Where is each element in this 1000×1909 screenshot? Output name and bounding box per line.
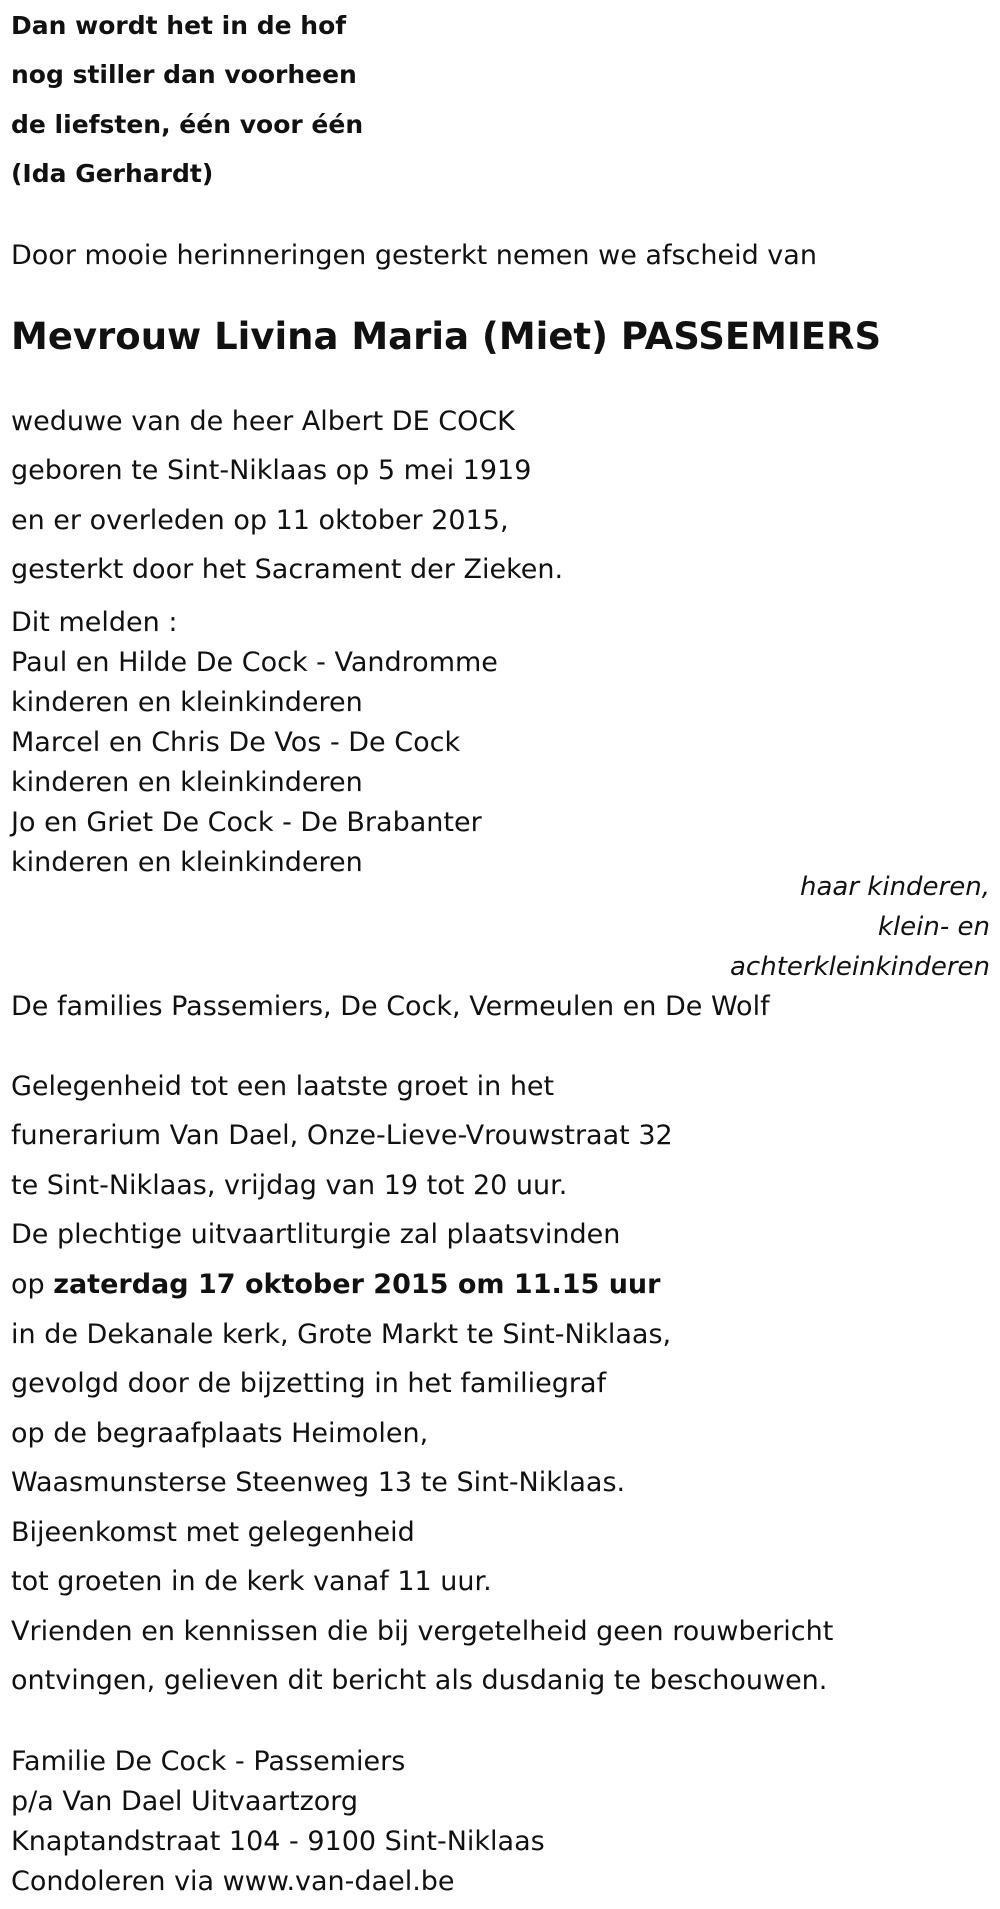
contact-line: Condoleren via www.van-dael.be bbox=[11, 1866, 455, 1897]
announcer-line: Paul en Hilde De Cock - Vandromme bbox=[11, 647, 498, 678]
poem-line: nog stiller dan voorheen bbox=[11, 60, 357, 89]
announcer-line: kinderen en kleinkinderen bbox=[11, 687, 363, 718]
grandchildren-line: achterkleinkinderen bbox=[730, 952, 990, 982]
ceremony-date-prefix: op bbox=[11, 1269, 54, 1300]
poem-line: Dan wordt het in de hof bbox=[11, 11, 347, 40]
ceremony-line: funerarium Van Dael, Onze-Lieve-Vrouwstraat 32 bbox=[11, 1120, 673, 1151]
ceremony-line: Waasmunsterse Steenweg 13 te Sint-Niklaas. bbox=[11, 1467, 626, 1498]
contact-line: Knaptandstraat 104 - 9100 Sint-Niklaas bbox=[11, 1826, 545, 1857]
poem-line: de liefsten, één voor één bbox=[11, 110, 364, 139]
ceremony-line: Bijeenkomst met gelegenheid bbox=[11, 1517, 415, 1548]
ceremony-date-line bbox=[11, 1265, 660, 1305]
announcer-line: kinderen en kleinkinderen bbox=[11, 847, 363, 878]
families-line: De families Passemiers, De Cock, Vermeulen en De Wolf bbox=[11, 991, 770, 1022]
ceremony-date: zaterdag 17 oktober 2015 om 11.15 uur bbox=[53, 1269, 661, 1300]
detail-line: gesterkt door het Sacrament der Zieken. bbox=[11, 554, 564, 585]
ceremony-line: gevolgd door de bijzetting in het familiegraf bbox=[11, 1368, 607, 1399]
ceremony-line: te Sint-Niklaas, vrijdag van 19 tot 20 uur. bbox=[11, 1170, 568, 1201]
announcer-line: Marcel en Chris De Vos - De Cock bbox=[11, 727, 461, 758]
grandchildren-line: klein- en bbox=[877, 912, 990, 942]
announcers-heading: Dit melden : bbox=[11, 607, 178, 638]
deceased-name: Mevrouw Livina Maria (Miet) PASSEMIERS bbox=[11, 315, 882, 358]
announcer-line: kinderen en kleinkinderen bbox=[11, 767, 363, 798]
grandchildren-line: haar kinderen, bbox=[800, 872, 990, 902]
ceremony-line: Vrienden en kennissen die bij vergetelheid geen rouwbericht bbox=[11, 1616, 834, 1647]
detail-line: geboren te Sint-Niklaas op 5 mei 1919 bbox=[11, 455, 532, 486]
ceremony-line: Gelegenheid tot een laatste groet in het bbox=[11, 1071, 555, 1102]
announcer-line: Jo en Griet De Cock - De Brabanter bbox=[11, 807, 482, 838]
intro-text: Door mooie herinneringen gesterkt nemen we afscheid van bbox=[11, 240, 817, 271]
detail-line: weduwe van de heer Albert DE COCK bbox=[11, 406, 515, 437]
poem-author: (Ida Gerhardt) bbox=[11, 159, 214, 188]
contact-line: Familie De Cock - Passemiers bbox=[11, 1746, 406, 1777]
detail-line: en er overleden op 11 oktober 2015, bbox=[11, 505, 509, 536]
ceremony-line: ontvingen, gelieven dit bericht als dusdanig te beschouwen. bbox=[11, 1665, 828, 1696]
contact-line: p/a Van Dael Uitvaartzorg bbox=[11, 1786, 359, 1817]
ceremony-line: in de Dekanale kerk, Grote Markt te Sint-Niklaas, bbox=[11, 1319, 672, 1350]
ceremony-line: op de begraafplaats Heimolen, bbox=[11, 1418, 429, 1449]
ceremony-line: tot groeten in de kerk vanaf 11 uur. bbox=[11, 1566, 492, 1597]
ceremony-line: De plechtige uitvaartliturgie zal plaatsvinden bbox=[11, 1219, 621, 1250]
